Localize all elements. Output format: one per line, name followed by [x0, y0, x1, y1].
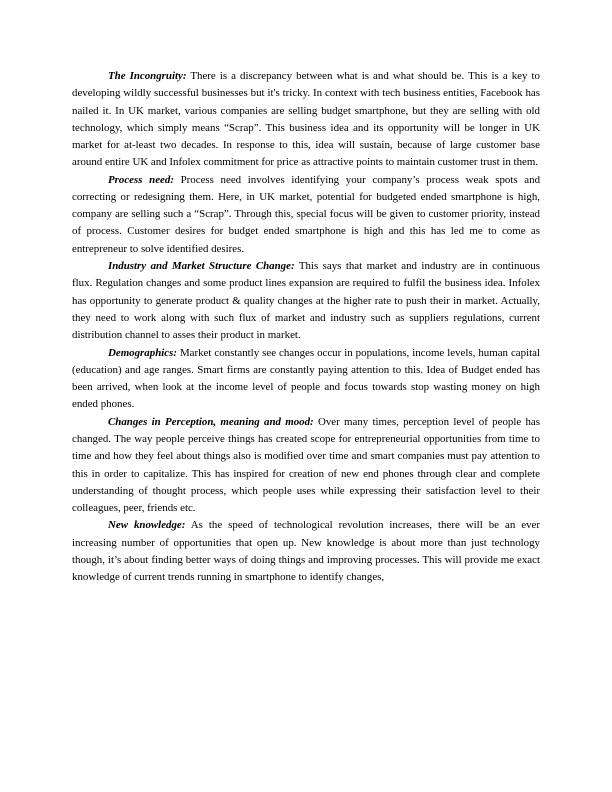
paragraph-demographics — [72, 345, 540, 414]
paragraph-new-knowledge — [72, 517, 540, 586]
paragraph-heading: Process need: — [108, 173, 174, 186]
paragraph-heading: The Incongruity: — [108, 70, 187, 82]
document-page — [72, 68, 540, 587]
paragraph-industry-market-change — [72, 258, 540, 344]
paragraph-heading: Changes in Perception, meaning and mood: — [108, 415, 314, 428]
paragraph-process-need — [72, 172, 540, 258]
paragraph-text: As the speed of technological revolution increases, there will be an ever increasing number of opportunities that open up. New knowledge is about more than just technology though, it’s about finding better ways of doing things and improving processes. This will provide me exact knowledge of current trends running in smartphone to identify changes, — [72, 519, 540, 584]
paragraph-text: There is a discrepancy between what is and what should be. This is a key to developing wildly successful businesses but it's tricky. In context with tech business entities, Facebook has nailed it. In UK market, various companies are selling budget smartphone, but they are selling with old technology, which simply means “Scrap”. This business idea and its opportunity will be longer in UK market for at-least two decades. In response to this, idea will sustain, because of large customer base around entire UK and Infolex commitment for price as attractive points to maintain customer trust in them. — [72, 70, 540, 169]
paragraph-heading: Demographics: — [108, 346, 177, 359]
paragraph-perception-changes — [72, 414, 540, 518]
paragraph-text: Process need involves identifying your company’s process weak spots and correcting or redesigning them. Here, in UK market, potential for budgeted ended smartphone is high, company are selling such a “Scrap”. Through this, special focus will be given to customer priority, instead of process. Customer desires for budget ended smartphone is high and this has led me to come as entrepreneur to solve identified desires. — [72, 173, 541, 255]
paragraph-incongruity — [72, 68, 540, 172]
paragraph-heading: Industry and Market Structure Change: — [108, 260, 295, 273]
paragraph-text: This says that market and industry are in continuous flux. Regulation changes and some product lines expansion are required to fulfil the business idea. Infolex has opportunity to generate product & quality changes at the higher rate to push their in market. Actually, they need to work along with such flux of market and industry such as suppliers regulations, current distribution channel to asses their product in market. — [72, 260, 540, 342]
paragraph-text: Market constantly see changes occur in populations, income levels, human capital (education) and age ranges. Smart firms are constantly paying attention to this. Idea of Budget ended has been arrived, when look at the income level of people and focus towards stop wasting money on high ended phones. — [72, 346, 540, 411]
paragraph-heading: New knowledge: — [108, 519, 186, 532]
paragraph-text: Over many times, perception level of people has changed. The way people perceive things has created scope for entrepreneurial opportunities from time to time and how they feel about things also is modified over time and smart companies must pay attention to this in order to capitalize. This has inspired for creation of new end phones through clear and complete understanding of thought process, which people uses while expressing their satisfaction level to their colleagues, peer, friends etc. — [72, 415, 540, 514]
